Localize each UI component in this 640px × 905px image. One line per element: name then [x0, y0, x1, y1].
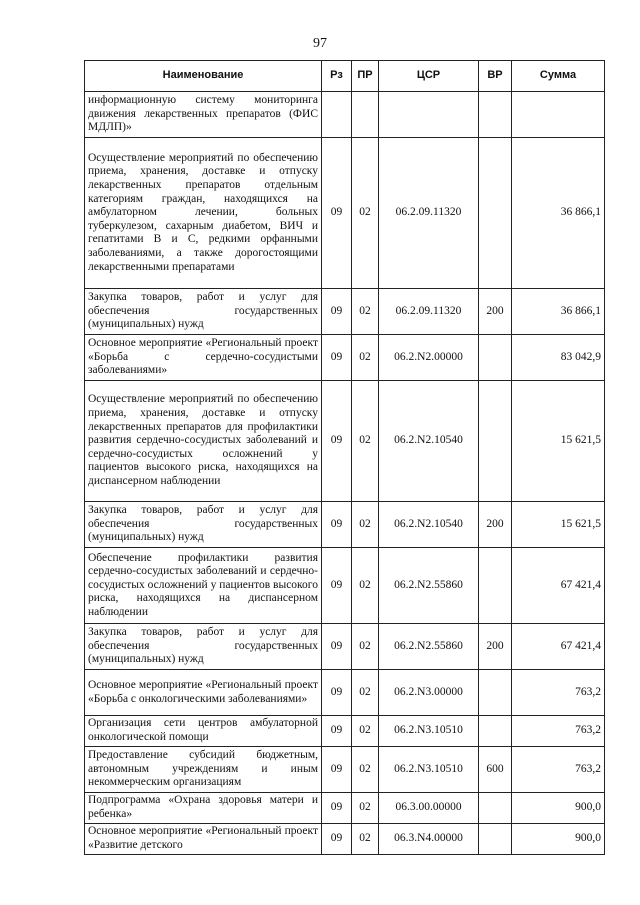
cell-csr: 06.2.N3.10510 [379, 747, 479, 793]
cell-csr: 06.2.N2.10540 [379, 502, 479, 548]
cell-vr [479, 92, 512, 138]
cell-sum: 900,0 [512, 824, 605, 855]
cell-pr: 02 [352, 502, 379, 548]
page-number: 97 [313, 36, 327, 51]
cell-vr [479, 824, 512, 855]
cell-pr: 02 [352, 670, 379, 716]
header-csr: ЦСР [379, 61, 479, 92]
table-row [85, 793, 605, 824]
header-vr: ВР [479, 61, 512, 92]
cell-sum: 15 621,5 [512, 381, 605, 502]
cell-name: Организация сети центров амбулаторной онкологической помощи [85, 716, 322, 747]
cell-pr: 02 [352, 335, 379, 381]
cell-rz [322, 92, 352, 138]
table-row [85, 824, 605, 855]
cell-csr: 06.2.09.11320 [379, 138, 479, 289]
cell-pr [352, 92, 379, 138]
header-pr: ПР [352, 61, 379, 92]
cell-csr [379, 92, 479, 138]
cell-rz: 09 [322, 381, 352, 502]
header-name: Наименование [85, 61, 322, 92]
cell-sum: 763,2 [512, 716, 605, 747]
budget-table [84, 60, 605, 855]
cell-name: Закупка товаров, работ и услуг для обеспечения государственных (муниципальных) нужд [85, 289, 322, 335]
cell-pr: 02 [352, 793, 379, 824]
cell-sum [512, 92, 605, 138]
cell-sum: 15 621,5 [512, 502, 605, 548]
cell-name: Основное мероприятие «Региональный проект «Борьба с онкологическими заболеваниями» [85, 670, 322, 716]
cell-name: Осуществление мероприятий по обеспечению приема, хранения, доставке и отпуску лекарственных препаратов для профилактики развития сердечно-сосудистых заболеваний и сердечно-сосудистых осложнений у пациентов высокого риска, находящихся на диспансерном наблюдении [85, 381, 322, 502]
cell-sum: 36 866,1 [512, 289, 605, 335]
table-row [85, 381, 605, 502]
cell-csr: 06.2.N3.10510 [379, 716, 479, 747]
cell-pr: 02 [352, 747, 379, 793]
cell-sum: 67 421,4 [512, 624, 605, 670]
table-row [85, 747, 605, 793]
table-row [85, 502, 605, 548]
cell-sum: 36 866,1 [512, 138, 605, 289]
cell-csr: 06.2.N2.55860 [379, 548, 479, 624]
cell-pr: 02 [352, 624, 379, 670]
cell-name: Основное мероприятие «Региональный проект «Борьба с сердечно-сосудистыми заболеваниями» [85, 335, 322, 381]
cell-name: Предоставление субсидий бюджетным, автономным учреждениям и иным некоммерческим организациям [85, 747, 322, 793]
cell-csr: 06.2.N3.00000 [379, 670, 479, 716]
cell-pr: 02 [352, 381, 379, 502]
table-row [85, 92, 605, 138]
cell-rz: 09 [322, 824, 352, 855]
cell-name: Закупка товаров, работ и услуг для обеспечения государственных (муниципальных) нужд [85, 624, 322, 670]
table-header-row [85, 61, 605, 92]
table-row [85, 335, 605, 381]
cell-csr: 06.2.N2.10540 [379, 381, 479, 502]
cell-name: информационную систему мониторинга движения лекарственных препаратов (ФИС МДЛП)» [85, 92, 322, 138]
cell-vr [479, 670, 512, 716]
cell-vr: 600 [479, 747, 512, 793]
header-rz: Рз [322, 61, 352, 92]
table-row [85, 716, 605, 747]
cell-pr: 02 [352, 138, 379, 289]
cell-csr: 06.3.00.00000 [379, 793, 479, 824]
cell-name: Осуществление мероприятий по обеспечению приема, хранения, доставке и отпуску лекарственных препаратов отдельным категориям граждан, находящихся на амбулаторном лечении, больных туберкулезом, сахарным диабетом, ВИЧ и гепатитами В и С, редкими орфанными заболеваниями, а также дорогостоящими лекарственными препаратами [85, 138, 322, 289]
cell-rz: 09 [322, 548, 352, 624]
header-sum: Сумма [512, 61, 605, 92]
cell-pr: 02 [352, 716, 379, 747]
cell-vr: 200 [479, 289, 512, 335]
table-row [85, 138, 605, 289]
cell-vr [479, 793, 512, 824]
cell-csr: 06.2.N2.00000 [379, 335, 479, 381]
cell-vr [479, 381, 512, 502]
cell-vr [479, 335, 512, 381]
cell-vr: 200 [479, 624, 512, 670]
cell-rz: 09 [322, 670, 352, 716]
cell-rz: 09 [322, 502, 352, 548]
table-row [85, 670, 605, 716]
cell-rz: 09 [322, 335, 352, 381]
cell-vr [479, 548, 512, 624]
cell-sum: 83 042,9 [512, 335, 605, 381]
cell-sum: 763,2 [512, 670, 605, 716]
cell-vr: 200 [479, 502, 512, 548]
cell-name: Обеспечение профилактики развития сердечно-сосудистых заболеваний и сердечно-сосудистых осложнений у пациентов высокого риска, находящихся на диспансерном наблюдении [85, 548, 322, 624]
table-row [85, 624, 605, 670]
cell-rz: 09 [322, 747, 352, 793]
cell-pr: 02 [352, 289, 379, 335]
cell-rz: 09 [322, 793, 352, 824]
cell-pr: 02 [352, 824, 379, 855]
table-row [85, 548, 605, 624]
cell-rz: 09 [322, 716, 352, 747]
cell-pr: 02 [352, 548, 379, 624]
cell-rz: 09 [322, 624, 352, 670]
cell-vr [479, 138, 512, 289]
cell-rz: 09 [322, 138, 352, 289]
cell-name: Закупка товаров, работ и услуг для обеспечения государственных (муниципальных) нужд [85, 502, 322, 548]
cell-rz: 09 [322, 289, 352, 335]
cell-name: Основное мероприятие «Региональный проект «Развитие детского [85, 824, 322, 855]
cell-sum: 67 421,4 [512, 548, 605, 624]
cell-csr: 06.2.09.11320 [379, 289, 479, 335]
cell-sum: 900,0 [512, 793, 605, 824]
cell-vr [479, 716, 512, 747]
cell-csr: 06.3.N4.00000 [379, 824, 479, 855]
cell-csr: 06.2.N2.55860 [379, 624, 479, 670]
cell-name: Подпрограмма «Охрана здоровья матери и ребенка» [85, 793, 322, 824]
cell-sum: 763,2 [512, 747, 605, 793]
table-row [85, 289, 605, 335]
